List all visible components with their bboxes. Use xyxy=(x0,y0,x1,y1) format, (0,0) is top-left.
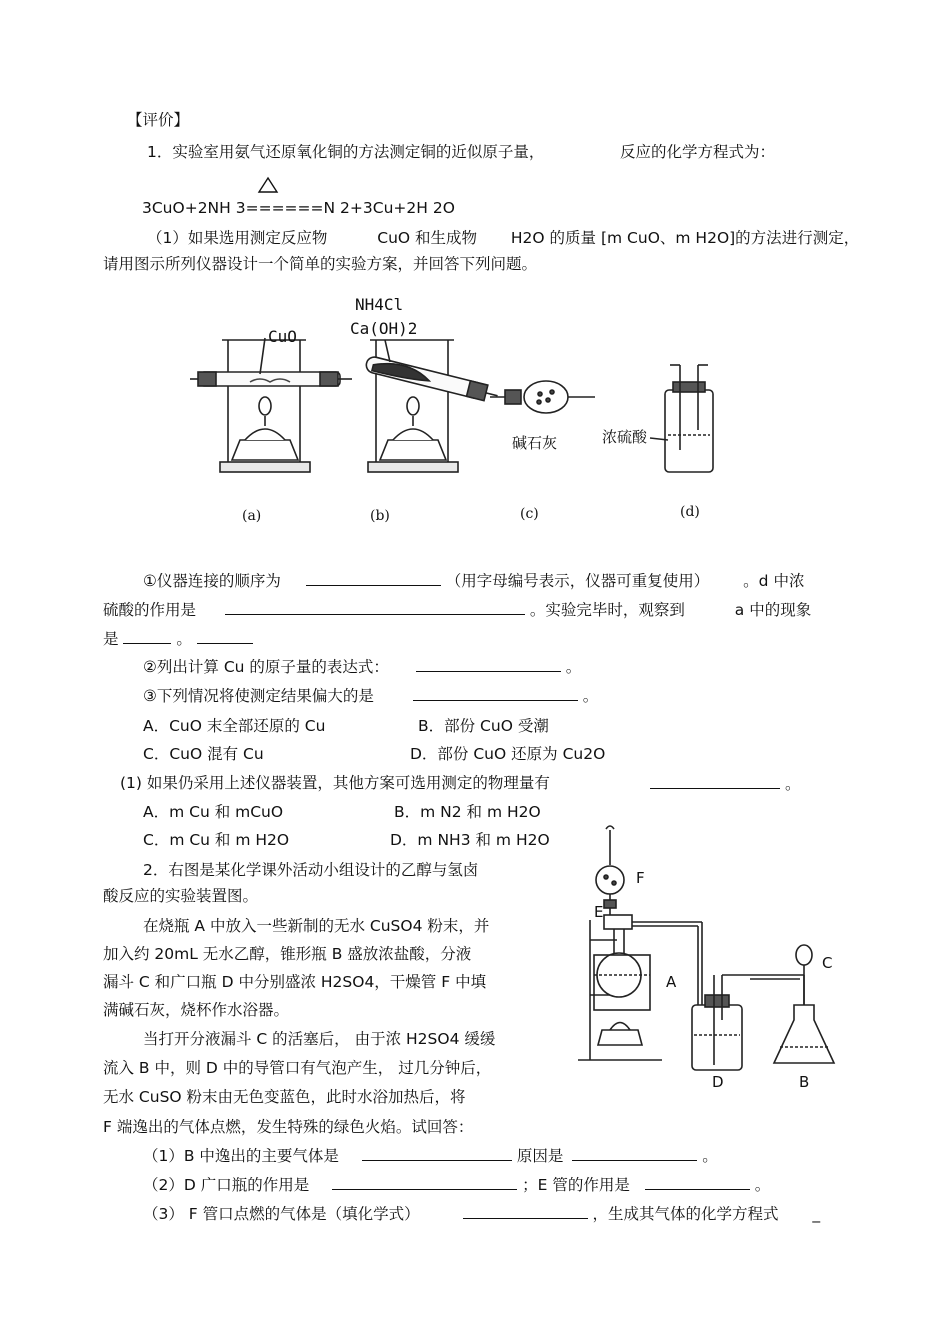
q2-line5: 漏斗 C 和广口瓶 D 中分别盛浓 H2SO4，干燥管 F 中填 xyxy=(103,973,487,991)
label-soda-lime: 碱石灰 xyxy=(512,434,558,452)
flask-b xyxy=(774,1005,834,1063)
a1-b: 原因是 xyxy=(516,1147,564,1165)
a2-a: （2）D 广口瓶的作用是 xyxy=(143,1176,310,1194)
label-c: (c) xyxy=(520,506,539,522)
q2-line6: 满碱石灰，烧杯作水浴器。 xyxy=(103,1001,290,1019)
option-d: D．部份 CuO 还原为 Cu2O xyxy=(410,745,606,763)
bottle-d xyxy=(692,1005,742,1070)
ethanol-apparatus-figure xyxy=(572,825,847,1095)
label-caoh2: Ca(OH)2 xyxy=(350,319,418,338)
q2-line4: 加入约 20mL 无水乙醇，锥形瓶 B 盛放浓盐酸，分液 xyxy=(103,945,472,963)
q2-line3: 在烧瓶 A 中放入一些新制的无水 CuSO4 粉末，并 xyxy=(143,917,490,935)
s1-d: 硫酸的作用是 xyxy=(103,601,197,619)
s1-a: ①仪器连接的顺序为 xyxy=(143,572,281,590)
fig2-label-c: C xyxy=(822,954,833,972)
s1-c: 。d 中浓 xyxy=(743,572,805,590)
s3-end: 。 xyxy=(582,687,599,705)
funnel-c xyxy=(796,945,812,965)
p2-option-a: A．m Cu 和 mCuO xyxy=(143,803,284,821)
q1-intro-text: 1．实验室用氨气还原氧化铜的方法测定铜的近似原子量， xyxy=(147,143,545,161)
a3-a: （3） F 管口点燃的气体是（填化学式） xyxy=(143,1205,420,1223)
s3-text: ③下列情况将使测定结果偏大的是 xyxy=(143,687,374,705)
option-b: B．部份 CuO 受潮 xyxy=(418,717,549,735)
s2-end: 。 xyxy=(565,658,582,676)
q1-s1-line3 xyxy=(103,628,253,649)
answer-blank-d-role[interactable] xyxy=(332,1174,517,1190)
q1-s3 xyxy=(143,685,598,706)
label-a: (a) xyxy=(242,508,262,524)
option-c: C．CuO 混有 Cu xyxy=(143,745,264,763)
p2-option-b: B．m N2 和 m H2O xyxy=(394,803,541,821)
heat-triangle-icon xyxy=(257,176,279,194)
s1-b: （用字母编号表示，仪器可重复使用） xyxy=(445,572,710,590)
p2-text: (1) 如果仍采用上述仪器装置，其他方案可选用测定的物理量有 xyxy=(120,774,550,792)
q1-part1-c: H2O 的质量 [m CuO、m H2O]的方法进行测定， xyxy=(510,229,860,247)
fig2-label-d: D xyxy=(712,1073,724,1091)
stand-b-base xyxy=(368,462,458,472)
answer-blank-larger[interactable] xyxy=(413,685,578,701)
s1-h: 。 xyxy=(176,630,192,648)
a2-b: ；E 管的作用是 xyxy=(522,1176,630,1194)
q2-line2: 酸反应的实验装置图。 xyxy=(103,887,259,905)
label-cuo: CuO xyxy=(268,327,297,346)
label-conc-acid: 浓硫酸 xyxy=(602,428,648,446)
a2-c: 。 xyxy=(754,1176,771,1194)
q1-part2-blank xyxy=(650,773,800,794)
option-a: A．CuO 末全部还原的 Cu xyxy=(143,717,326,735)
label-d: (d) xyxy=(680,504,700,520)
label-nh4cl: NH4Cl xyxy=(355,295,404,314)
answer-blank-acid-role[interactable] xyxy=(225,599,525,615)
q2-line1: 2．右图是某化学课外活动小组设计的乙醇与氢卤 xyxy=(143,861,479,879)
answer-blank-quantities[interactable] xyxy=(650,773,780,789)
fig2-label-e: E xyxy=(594,903,604,921)
s1-f: a 中的现象 xyxy=(734,601,812,619)
q1-part1-b: CuO 和生成物 xyxy=(377,229,478,247)
fig2-label-f: F xyxy=(636,869,645,887)
s2-text: ②列出计算 Cu 的原子量的表达式： xyxy=(143,658,389,676)
q2-a3 xyxy=(143,1203,820,1224)
gas-bottle-d xyxy=(665,390,713,472)
q2-a1 xyxy=(143,1145,718,1166)
q2-line10: F 端逸出的气体点燃，发生特殊的绿色火焰。试回答： xyxy=(103,1118,474,1136)
a3-b: ，生成其气体的化学方程式 xyxy=(592,1205,779,1223)
p2-option-c: C．m Cu 和 m H2O xyxy=(143,831,290,849)
q1-part1 xyxy=(147,228,859,248)
fig2-label-b: B xyxy=(799,1073,810,1091)
answer-blank-order[interactable] xyxy=(306,570,441,586)
label-b: (b) xyxy=(370,508,390,524)
q2-line8: 流入 B 中，则 D 中的导管口有气泡产生， 过几分钟后， xyxy=(103,1059,492,1077)
stand-a-base xyxy=(220,462,310,472)
section-header: 【评价】 xyxy=(127,111,190,129)
a1-a: （1）B 中逸出的主要气体是 xyxy=(143,1147,339,1165)
tube-a xyxy=(200,372,340,386)
s1-e: 。实验完毕时，观察到 xyxy=(529,601,685,619)
q1-part1-line2: 请用图示所列仪器设计一个简单的实验方案，并回答下列问题。 xyxy=(103,255,538,273)
answer-blank-phenomenon-1[interactable] xyxy=(123,628,171,644)
q1-part2 xyxy=(120,773,550,793)
q1-s1-line2 xyxy=(103,599,811,620)
answer-blank-phenomenon-2[interactable] xyxy=(197,628,253,644)
q1-part1-a: （1）如果选用测定反应物 xyxy=(147,229,328,247)
q1-intro xyxy=(147,142,544,162)
answer-blank-gas[interactable] xyxy=(362,1145,512,1161)
q1-intro-2: 反应的化学方程式为： xyxy=(620,143,776,161)
a3-c: _ xyxy=(812,1205,821,1223)
answer-blank-formula[interactable] xyxy=(463,1203,588,1219)
answer-blank-expression[interactable] xyxy=(416,656,561,672)
p2-end: 。 xyxy=(784,775,801,793)
drying-tube-f xyxy=(596,866,624,894)
s1-g: 是 xyxy=(103,630,119,648)
fig2-label-a: A xyxy=(666,973,677,991)
chemical-equation: 3CuO+2NH 3======N 2+3Cu+2H 2O xyxy=(142,199,455,217)
drying-tube-c xyxy=(524,381,568,413)
q1-s2 xyxy=(143,656,581,677)
q2-a2 xyxy=(143,1174,770,1195)
q2-line9: 无水 CuSO 粉末由无色变蓝色，此时水浴加热后，将 xyxy=(103,1088,466,1106)
q2-line7: 当打开分液漏斗 C 的活塞后， 由于浓 H2SO4 缓缓 xyxy=(143,1030,496,1048)
a1-c: 。 xyxy=(702,1147,718,1165)
apparatus-figure xyxy=(190,290,730,535)
answer-blank-reason[interactable] xyxy=(572,1145,697,1161)
p2-option-d: D．m NH3 和 m H2O xyxy=(390,831,550,849)
answer-blank-e-role[interactable] xyxy=(645,1174,750,1190)
q1-s1-line1 xyxy=(143,570,804,591)
